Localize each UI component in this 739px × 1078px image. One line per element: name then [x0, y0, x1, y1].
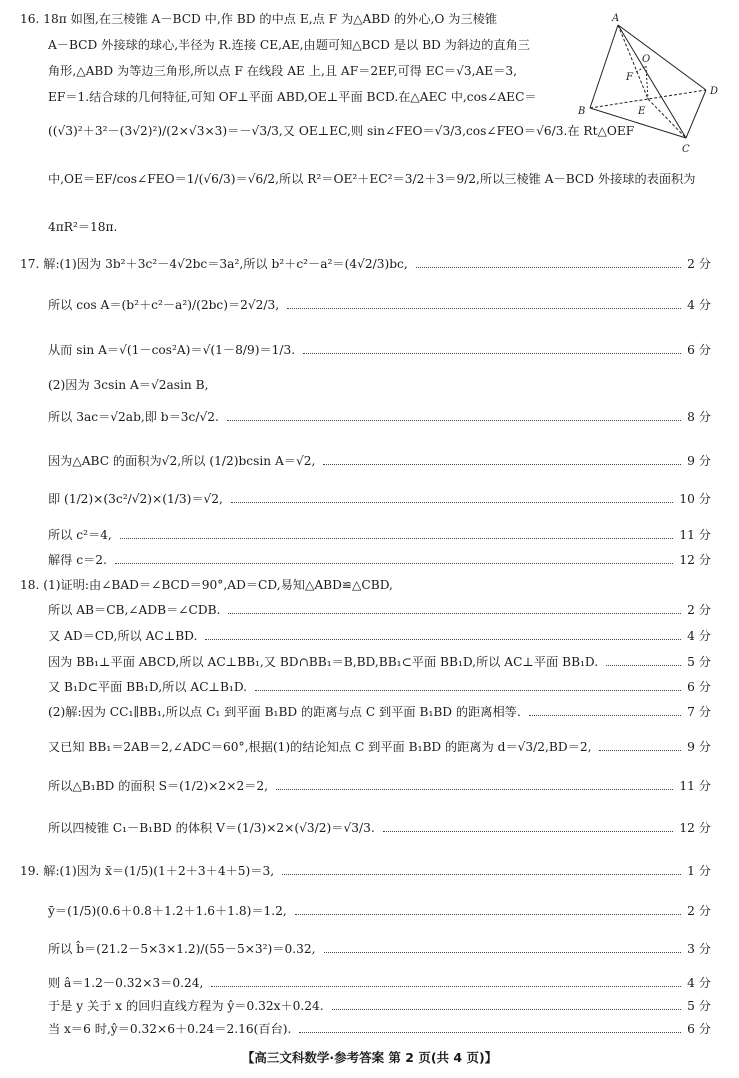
- q18-row-2: 所以 AB＝CB,∠ADB＝∠CDB. 2 分: [48, 603, 711, 617]
- q17-row-5: 所以 3ac＝√2ab,即 b＝3c/√2. 8 分: [48, 410, 711, 424]
- q18-row-3: 又 AD＝CD,所以 AC⊥BD. 4 分: [48, 629, 711, 643]
- q19-row-3: 所以 b̂＝(21.2－5×3×1.2)/(55－5×3²)＝0.32, 3 分: [48, 942, 711, 956]
- page-footer: 【高三文科数学·参考答案 第 2 页(共 4 页)】: [241, 1050, 498, 1065]
- q16-line-2: A－BCD 外接球的球心,半径为 R.连接 CE,AE,由题可知△BCD 是以 BD 为斜边的直角三: [48, 38, 530, 52]
- q17-row-9: 解得 c＝2. 12 分: [48, 553, 711, 567]
- q17-row-2: 所以 cos A＝(b²＋c²－a²)/(2bc)＝2√2/3, 4 分: [48, 298, 711, 312]
- label-E: E: [638, 106, 646, 117]
- q18-row-6: (2)解:因为 CC₁∥BB₁,所以点 C₁ 到平面 B₁BD 的距离与点 C 到平面 B₁BD 的距离相等. 7 分: [48, 705, 711, 719]
- tetrahedron-figure: [578, 10, 728, 158]
- q17-row-6: 因为△ABC 的面积为√2,所以 (1/2)bcsin A＝√2, 9 分: [48, 454, 711, 468]
- q17-row-3: 从而 sin A＝√(1－cos²A)＝√(1－8/9)＝1/3. 6 分: [48, 343, 711, 357]
- label-B: B: [578, 106, 586, 117]
- q19-row-2: ȳ＝(1/5)(0.6＋0.8＋1.2＋1.6＋1.8)＝1.2, 2 分: [48, 904, 711, 918]
- q18-row-1: 18. (1)证明:由∠BAD＝∠BCD＝90°,AD＝CD,易知△ABD≌△CBD,: [20, 578, 393, 592]
- q16-line-3: 角形,△ABD 为等边三角形,所以点 F 在线段 AE 上,且 AF＝2EF,可得 EC＝√3,AE＝3,: [48, 64, 518, 78]
- label-C: C: [682, 144, 690, 155]
- q17-row-4: (2)因为 3csin A＝√2asin B,: [48, 378, 209, 392]
- q16-line-6: 中,OE＝EF/cos∠FEO＝1/(√6/3)＝√6/2,所以 R²＝OE²＋EC²＝3/2＋3＝9/2,所以三棱锥 A－BCD 外接球的表面积为: [48, 172, 696, 186]
- q18-row-7: 又已知 BB₁＝2AB＝2,∠ADC＝60°,根据(1)的结论知点 C 到平面 B₁BD 的距离为 d＝√3/2,BD＝2, 9 分: [48, 740, 711, 754]
- label-F: F: [626, 72, 633, 83]
- q17-row-7: 即 (1/2)×(3c²/√2)×(1/3)＝√2, 10 分: [48, 492, 711, 506]
- q17-row-1: 17. 解:(1)因为 3b²＋3c²－4√2bc＝3a²,所以 b²＋c²－a²＝(4√2/3)bc, 2 分: [20, 257, 711, 271]
- q17-row-8: 所以 c²＝4, 11 分: [48, 528, 711, 542]
- q18-row-9: 所以四棱锥 C₁－B₁BD 的体积 V＝(1/3)×2×(√3/2)＝√3/3. 12 分: [48, 821, 711, 835]
- q16-line-5: ((√3)²＋3²－(3√2)²)/(2×√3×3)＝－√3/3,又 OE⊥EC,则 sin∠FEO＝√3/3,cos∠FEO＝√6/3.在 Rt△OEF: [48, 124, 635, 138]
- q19-row-6: 当 x＝6 时,ŷ＝0.32×6＋0.24＝2.16(百台). 6 分: [48, 1022, 711, 1036]
- label-O: O: [642, 54, 651, 65]
- label-D: D: [710, 86, 719, 97]
- q19-row-1: 19. 解:(1)因为 x̄＝(1/5)(1＋2＋3＋4＋5)＝3, 1 分: [20, 864, 711, 878]
- q18-row-4: 因为 BB₁⊥平面 ABCD,所以 AC⊥BB₁,又 BD∩BB₁＝B,BD,BB₁⊂平面 BB₁D,所以 AC⊥平面 BB₁D. 5 分: [48, 655, 711, 669]
- q16-line-4: EF＝1.结合球的几何特征,可知 OF⊥平面 ABD,OE⊥平面 BCD.在△AEC 中,cos∠AEC＝: [48, 90, 537, 104]
- q16-line-7: 4πR²＝18π.: [48, 220, 118, 234]
- q19-row-5: 于是 y 关于 x 的回归直线方程为 ŷ＝0.32x＋0.24. 5 分: [48, 999, 711, 1013]
- q18-row-5: 又 B₁D⊂平面 BB₁D,所以 AC⊥B₁D. 6 分: [48, 680, 711, 694]
- q16-line-1: 16. 18π 如图,在三棱锥 A－BCD 中,作 BD 的中点 E,点 F 为△ABD 的外心,O 为三棱锥: [20, 12, 498, 26]
- q19-row-4: 则 â＝1.2－0.32×3＝0.24, 4 分: [48, 976, 711, 990]
- label-A: A: [612, 13, 620, 24]
- q18-row-8: 所以△B₁BD 的面积 S＝(1/2)×2×2＝2, 11 分: [48, 779, 711, 793]
